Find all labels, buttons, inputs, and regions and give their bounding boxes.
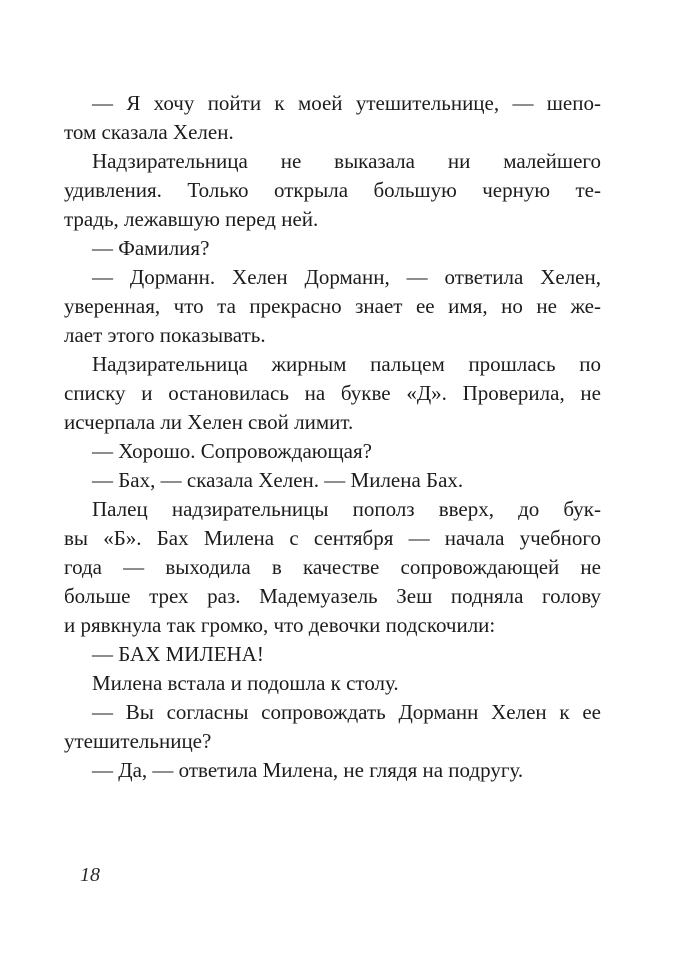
text-line-13: — Хорошо. Сопровождающая? <box>92 439 372 463</box>
text-line-20: — БАХ МИЛЕНА! <box>92 642 264 666</box>
text-line-2: том сказала Хелен. <box>64 120 234 144</box>
text-line-3: Надзирательница не выказала ни малейшего <box>92 149 601 173</box>
text-line-19: и рявкнула так громко, что девочки подскочили: <box>64 613 496 637</box>
text-line-8: уверенная, что та прекрасно знает ее имя, но не же- <box>64 294 601 318</box>
text-line-5: традь, лежавшую перед ней. <box>64 207 319 231</box>
text-line-21: Милена встала и подошла к столу. <box>92 671 399 695</box>
text-line-23: утешительнице? <box>64 729 212 753</box>
text-line-10: Надзирательница жирным пальцем прошлась по <box>92 352 601 376</box>
text-line-9: лает этого показывать. <box>64 323 266 347</box>
text-line-1: — Я хочу пойти к моей утешительнице, — шепо- <box>92 91 601 115</box>
text-line-6: — Фамилия? <box>92 236 210 260</box>
text-line-15: Палец надзирательницы пополз вверх, до бук- <box>92 497 601 521</box>
text-line-12: исчерпала ли Хелен свой лимит. <box>64 410 354 434</box>
text-line-11: списку и остановилась на букве «Д». Проверила, не <box>64 381 601 405</box>
text-line-22: — Вы согласны сопровождать Дорманн Хелен к ее <box>92 700 601 724</box>
text-line-16: вы «Б». Бах Милена с сентября — начала учебного <box>64 526 601 550</box>
page-number: 18 <box>80 864 100 886</box>
text-line-24: — Да, — ответила Милена, не глядя на подругу. <box>92 758 524 782</box>
text-line-7: — Дорманн. Хелен Дорманн, — ответила Хелен, <box>92 265 601 289</box>
page-text <box>64 89 601 785</box>
text-line-18: больше трех раз. Мадемуазель Зеш подняла голову <box>64 584 601 608</box>
text-line-4: удивления. Только открыла большую черную те- <box>64 178 601 202</box>
text-line-14: — Бах, — сказала Хелен. — Милена Бах. <box>92 468 464 492</box>
text-line-17: года — выходила в качестве сопровождающей не <box>64 555 601 579</box>
